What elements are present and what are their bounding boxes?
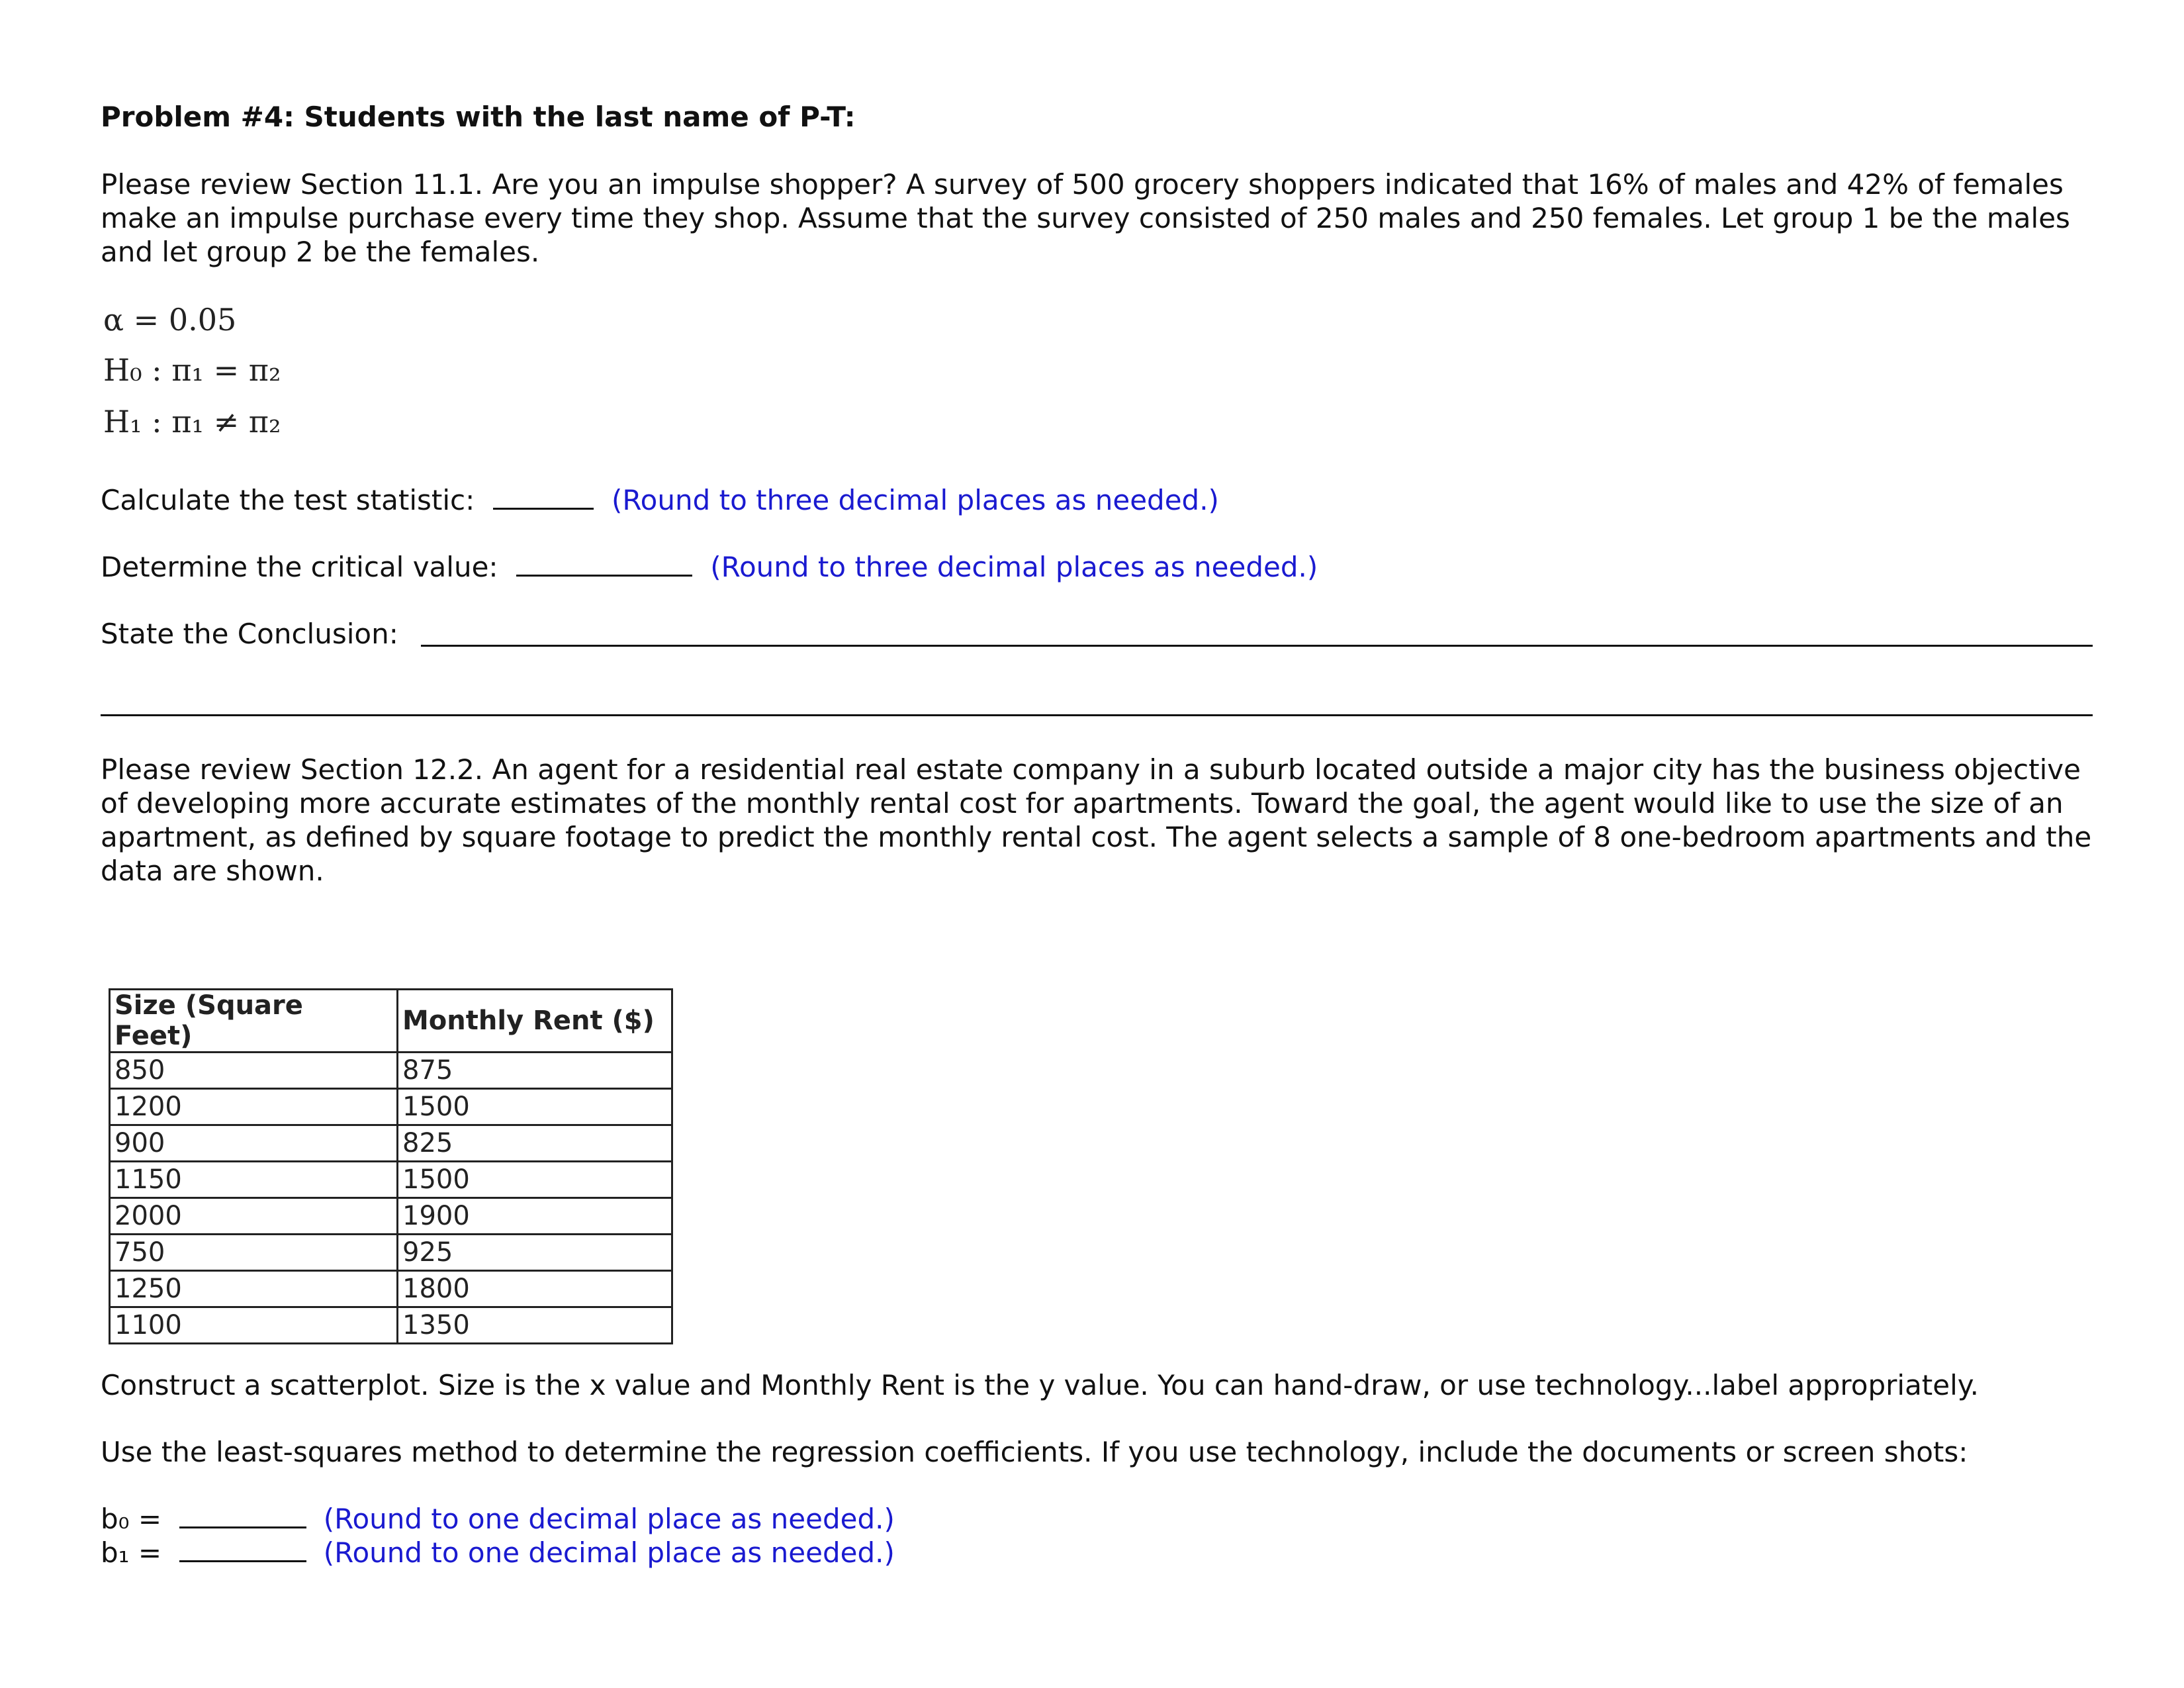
- table-row: [110, 1125, 672, 1162]
- conclusion-blank-line-1[interactable]: [421, 645, 2093, 647]
- conclusion-label: State the Conclusion:: [101, 618, 398, 650]
- rent-cell: 1500: [398, 1089, 672, 1125]
- test-statistic-blank[interactable]: [493, 484, 594, 510]
- section2-intro: Please review Section 12.2. An agent for a residential real estate company in a suburb located outside a major city has the business objective of developing more accurate estimates of the monthly rental cost for apartments. Toward the goal, the agent would like to use the size of an apartment, as defined by square footage to predict the monthly rental cost. The agent selects a sample of 8 one-bedroom apartments and the data are shown.: [101, 753, 2092, 887]
- size-cell: 1250: [110, 1271, 398, 1307]
- table-header-row: [110, 990, 672, 1053]
- critical-value-hint: (Round to three decimal places as needed.): [710, 551, 1318, 583]
- least-squares-instruction: Use the least-squares method to determine the regression coefficients. If you use technology, include the documents or screen shots:: [101, 1436, 1968, 1468]
- critical-value-row: [101, 551, 1318, 583]
- size-cell: 750: [110, 1235, 398, 1271]
- size-cell: 900: [110, 1125, 398, 1162]
- table-row: [110, 1053, 672, 1089]
- size-cell: 2000: [110, 1198, 398, 1235]
- test-statistic-label: Calculate the test statistic:: [101, 484, 475, 516]
- rent-cell: 925: [398, 1235, 672, 1271]
- b1-row: [101, 1536, 895, 1569]
- rent-cell: 1350: [398, 1307, 672, 1344]
- scatterplot-instruction: Construct a scatterplot. Size is the x value and Monthly Rent is the y value. You can hand-draw, or use technology...label appropriately.: [101, 1369, 1979, 1401]
- conclusion-blank-line-2[interactable]: [101, 714, 2093, 716]
- b1-label: b₁ =: [101, 1536, 162, 1569]
- test-statistic-row: [101, 484, 1219, 516]
- alpha-formula: α = 0.05: [103, 302, 237, 338]
- table-row: [110, 1307, 672, 1344]
- rent-cell: 1900: [398, 1198, 672, 1235]
- apartment-data-table: [109, 988, 673, 1344]
- rent-cell: 875: [398, 1053, 672, 1089]
- b1-blank[interactable]: [179, 1536, 306, 1562]
- size-cell: 1100: [110, 1307, 398, 1344]
- null-hypothesis: H₀ : π₁ = π₂: [103, 352, 281, 388]
- table-row: [110, 1162, 672, 1198]
- size-column-header: Size (Square Feet): [110, 990, 398, 1053]
- table-row: [110, 1089, 672, 1125]
- table-row: [110, 1235, 672, 1271]
- size-cell: 1200: [110, 1089, 398, 1125]
- critical-value-blank[interactable]: [516, 551, 692, 577]
- rent-cell: 1800: [398, 1271, 672, 1307]
- critical-value-label: Determine the critical value:: [101, 551, 498, 583]
- problem-title: Problem #4: Students with the last name of P-T:: [101, 101, 856, 133]
- rent-cell: 1500: [398, 1162, 672, 1198]
- b0-blank[interactable]: [179, 1503, 306, 1528]
- b0-row: [101, 1503, 895, 1535]
- rent-cell: 825: [398, 1125, 672, 1162]
- size-cell: 1150: [110, 1162, 398, 1198]
- b0-hint: (Round to one decimal place as needed.): [323, 1503, 895, 1535]
- size-cell: 850: [110, 1053, 398, 1089]
- section1-intro: Please review Section 11.1. Are you an impulse shopper? A survey of 500 grocery shoppers indicated that 16% of males and 42% of females make an impulse purchase every time they shop. Assume that the survey consisted of 250 males and 250 females. Let group 1 be the males and let group 2 be the females.: [101, 168, 2070, 268]
- test-statistic-hint: (Round to three decimal places as needed.): [612, 484, 1219, 516]
- table-row: [110, 1271, 672, 1307]
- alternative-hypothesis: H₁ : π₁ ≠ π₂: [103, 404, 281, 440]
- rent-column-header: Monthly Rent ($): [398, 990, 672, 1053]
- table-row: [110, 1198, 672, 1235]
- b0-label: b₀ =: [101, 1503, 162, 1535]
- b1-hint: (Round to one decimal place as needed.): [323, 1536, 895, 1569]
